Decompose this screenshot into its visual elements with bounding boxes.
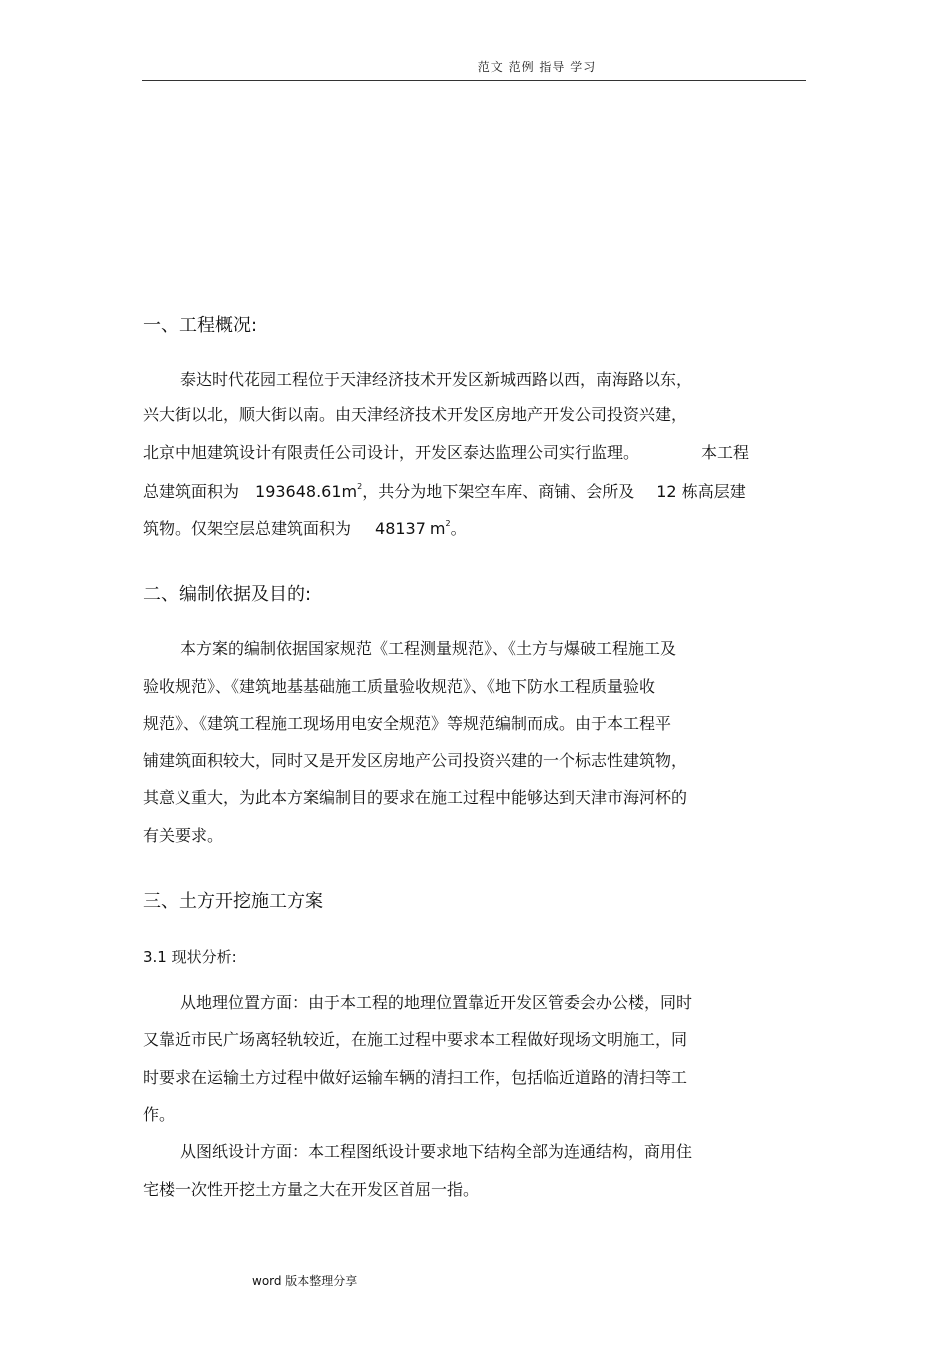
section1-line-3 bbox=[143, 442, 749, 464]
page-header: 范文 范例 指导 学习 bbox=[477, 60, 597, 74]
section2-line-1: 本方案的编制依据国家规范《工程测量规范》、《土方与爆破工程施工及 bbox=[180, 639, 677, 658]
section1-line-3-text: 北京中旭建筑设计有限责任公司设计，开发区泰达监理公司实行监理。 bbox=[143, 443, 640, 462]
section2-line-2: 验收规范》、《建筑地基基础施工质量验收规范》、《地下防水工程质量验收 bbox=[143, 677, 656, 696]
section1-line-5 bbox=[143, 518, 467, 540]
area-label: 总建筑面积为 bbox=[143, 482, 240, 501]
section2-line-6: 有关要求。 bbox=[143, 826, 224, 845]
section2-line-3: 规范》、《建筑工程施工现场用电安全规范》等规范编制而成。由于本工程平 bbox=[143, 714, 672, 733]
section3-subheading: 3.1 现状分析: bbox=[143, 948, 237, 966]
section1-line-3-tail: 本工程 bbox=[701, 443, 750, 462]
section2-heading: 二、编制依据及目的: bbox=[143, 584, 312, 605]
section3-line-5: 从图纸设计方面：本工程图纸设计要求地下结构全部为连通结构，商用住 bbox=[180, 1142, 693, 1161]
area-unit-superscript: 2 bbox=[357, 482, 363, 491]
header-divider bbox=[142, 80, 806, 81]
section1-line-1: 泰达时代花园工程位于天津经济技术开发区新城西路以西，南海路以东， bbox=[180, 370, 693, 389]
section1-line-2: 兴大街以北，顺大街以南。由天津经济技术开发区房地产开发公司投资兴建， bbox=[143, 405, 688, 424]
section3-line-3: 时要求在运输土方过程中做好运输车辆的清扫工作，包括临近道路的清扫等工 bbox=[143, 1068, 688, 1087]
section2-line-5: 其意义重大，为此本方案编制目的要求在施工过程中能够达到天津市海河杯的 bbox=[143, 788, 688, 807]
section1-line-4-mid: ，共分为地下架空车库、商铺、会所及 bbox=[362, 482, 635, 501]
section3-line-6: 宅楼一次性开挖土方量之大在开发区首屈一指。 bbox=[143, 1180, 480, 1199]
section3-line-4: 作。 bbox=[143, 1105, 176, 1124]
frame-area-end: 。 bbox=[450, 519, 467, 538]
frame-area-value: 48137 bbox=[375, 519, 426, 538]
section1-line-4-end: 12 栋高层建 bbox=[656, 482, 746, 501]
section3-line-1: 从地理位置方面：由于本工程的地理位置靠近开发区管委会办公楼，同时 bbox=[180, 993, 693, 1012]
section1-heading: 一、工程概况: bbox=[143, 315, 258, 336]
section1-line-4 bbox=[143, 481, 746, 503]
section3-heading: 三、土方开挖施工方案 bbox=[143, 891, 323, 912]
area-unit: m bbox=[341, 482, 358, 501]
total-area-value: 193648.61 bbox=[255, 482, 342, 501]
frame-area-unit-superscript: 2 bbox=[445, 519, 451, 528]
section3-line-2: 又靠近市民广场离轻轨较近，在施工过程中要求本工程做好现场文明施工，同 bbox=[143, 1030, 688, 1049]
frame-area-unit: m bbox=[429, 519, 446, 538]
page-footer: word 版本整理分享 bbox=[252, 1274, 358, 1288]
frame-area-label: 筑物。仅架空层总建筑面积为 bbox=[143, 519, 352, 538]
section2-line-4: 铺建筑面积较大，同时又是开发区房地产公司投资兴建的一个标志性建筑物， bbox=[143, 751, 688, 770]
